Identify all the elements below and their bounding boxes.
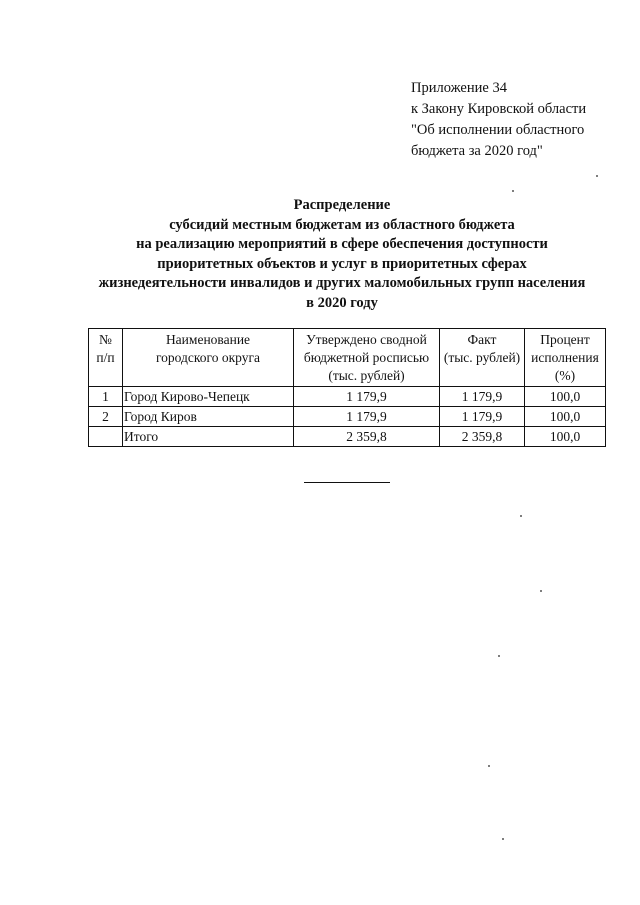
header-line: (%) [554,368,576,383]
cell-fact: 1 179,9 [440,407,525,427]
header-number [89,329,123,387]
cell-number: 1 [89,387,123,407]
scan-speck [512,190,514,192]
header-line: (тыс. рублей) [328,368,405,383]
cell-fact: 2 359,8 [440,427,525,447]
header-approved [294,329,440,387]
header-line: Процент [540,332,590,347]
table-header-row [89,329,606,387]
title-line: субсидий местным бюджетам из областного бюджета [169,216,515,233]
title-line: Распределение [293,197,391,213]
cell-percent: 100,0 [525,407,606,427]
scan-speck [502,838,504,840]
header-line: п/п [96,350,115,365]
appendix-line: к Закону Кировской области [411,101,587,117]
scan-speck [498,655,500,657]
cell-percent: 100,0 [525,427,606,447]
header-district-name [123,329,294,387]
header-line: № [99,332,112,347]
appendix-line: "Об исполнении областного [411,122,585,138]
header-line: городского округа [155,350,261,365]
header-fact [440,329,525,387]
cell-district-name: Город Кирово-Чепецк [123,387,294,407]
header-line: Утверждено сводной [306,332,427,347]
scan-speck [488,765,490,767]
cell-approved: 2 359,8 [294,427,440,447]
appendix-line: Приложение 34 [411,80,507,96]
cell-district-name: Город Киров [123,407,294,427]
header-line: бюджетной росписью [303,350,430,365]
header-line: Наименование [165,332,251,347]
title-line: на реализацию мероприятий в сфере обеспечения доступности [136,236,548,252]
appendix-block [411,78,586,162]
scan-speck [540,590,542,592]
header-percent [525,329,606,387]
cell-approved: 1 179,9 [294,387,440,407]
scan-speck [596,175,598,177]
table-row [89,407,606,427]
cell-percent: 100,0 [525,387,606,407]
cell-district-name: Итого [123,427,294,447]
cell-approved: 1 179,9 [294,407,440,427]
header-line: исполнения [531,350,599,365]
document-title [60,196,624,313]
title-line: жизнедеятельности инвалидов и других маломобильных групп населения [98,275,586,291]
scan-speck [520,515,522,517]
cell-number [89,427,123,447]
table-row [89,387,606,407]
title-line: приоритетных объектов и услуг в приоритетных сферах [157,255,527,272]
cell-fact: 1 179,9 [440,387,525,407]
table-total-row [89,427,606,447]
title-line: в 2020 году [306,294,378,311]
header-line: Факт [467,332,497,347]
cell-number: 2 [89,407,123,427]
subsidy-table [88,328,606,447]
header-line: (тыс. рублей) [443,350,521,365]
closing-rule [304,482,390,483]
appendix-line: бюджета за 2020 год" [411,143,543,159]
